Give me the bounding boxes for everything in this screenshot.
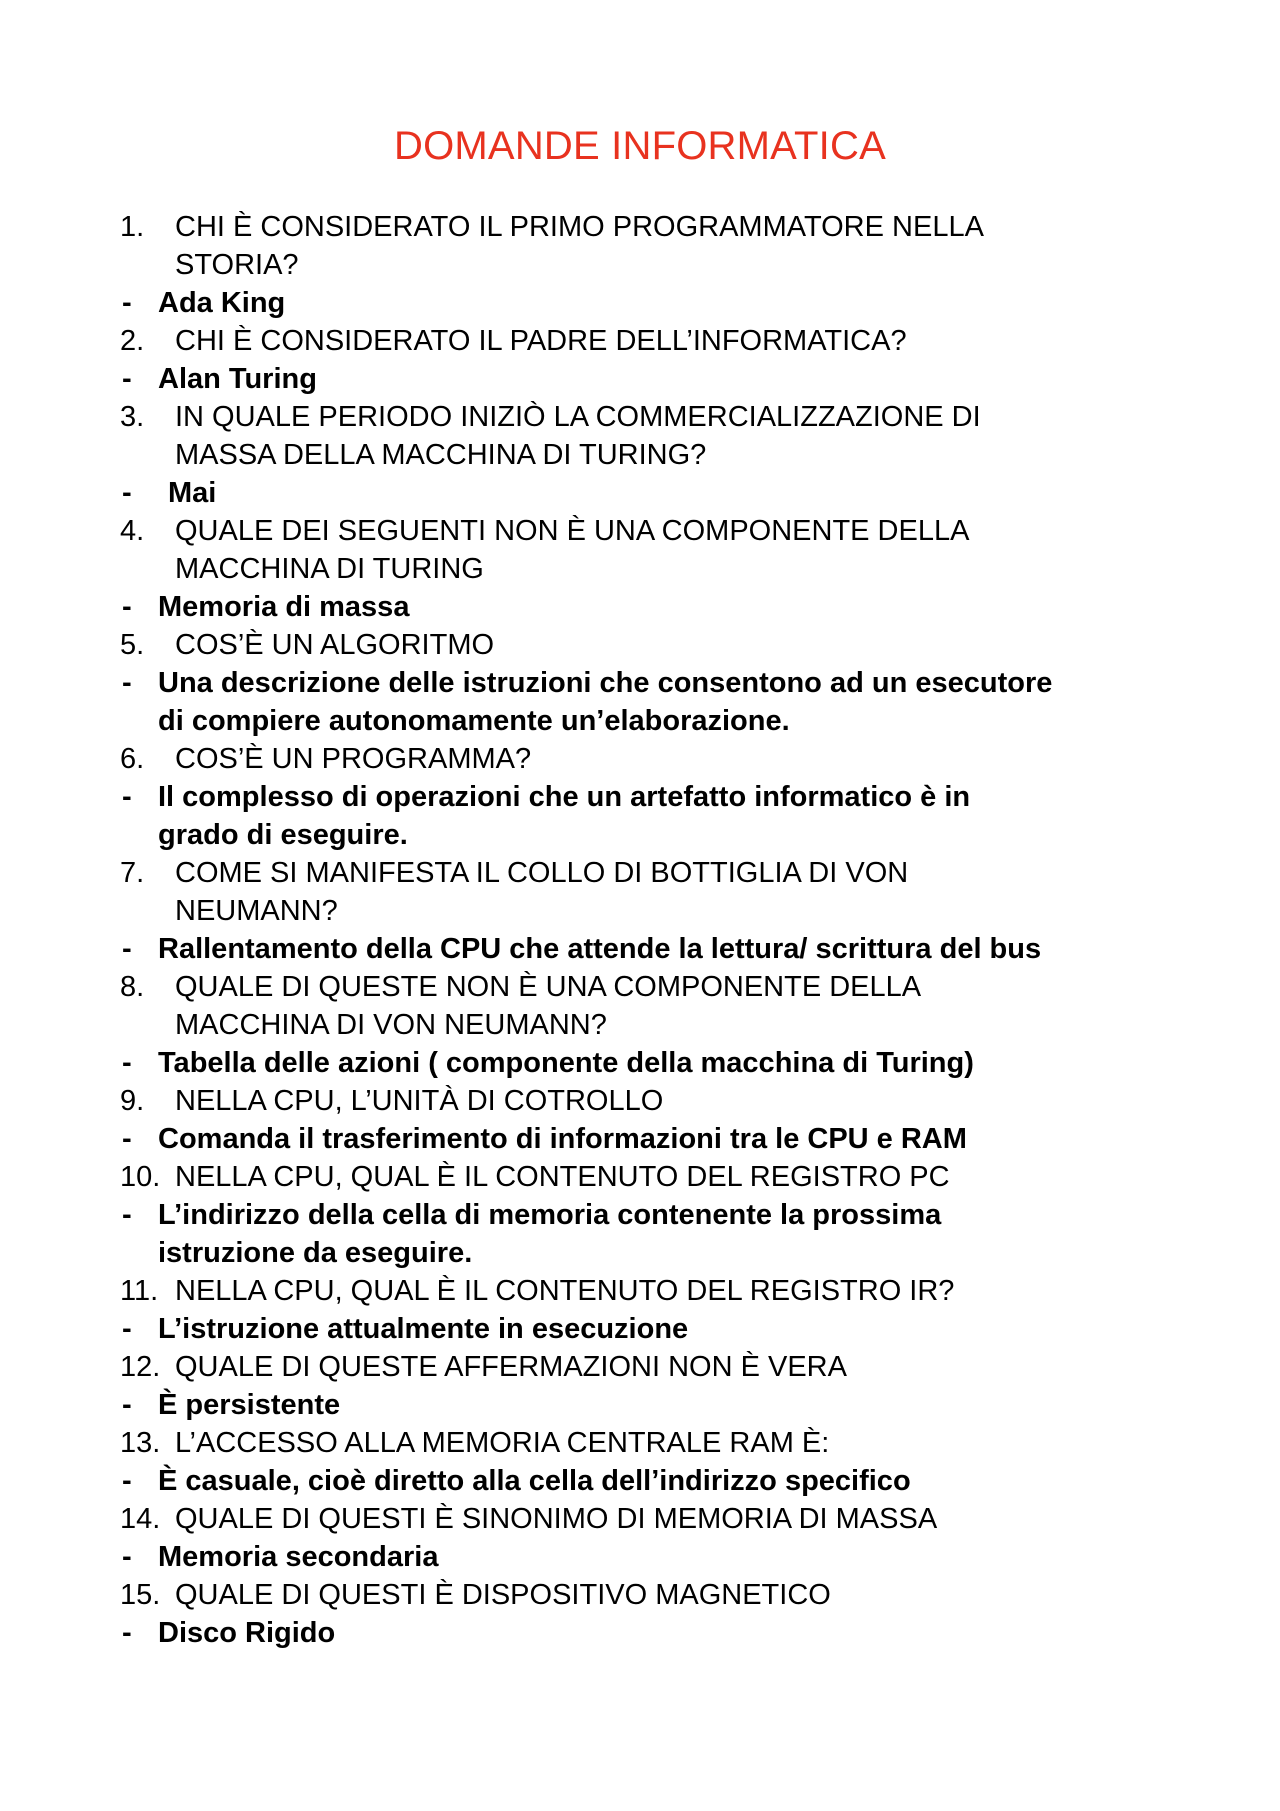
answer-bullet: - bbox=[122, 1047, 132, 1079]
answer-line bbox=[120, 360, 1180, 398]
question-text: MASSA DELLA MACCHINA DI TURING? bbox=[175, 439, 707, 471]
question-text: QUALE DI QUESTE AFFERMAZIONI NON È VERA bbox=[175, 1351, 847, 1383]
answer-line bbox=[120, 1614, 1180, 1652]
answer-text: L’indirizzo della cella di memoria contenente la prossima bbox=[158, 1199, 942, 1231]
answer-bullet: - bbox=[122, 1465, 132, 1497]
answer-text: Il complesso di operazioni che un artefatto informatico è in bbox=[158, 781, 971, 813]
question-text: MACCHINA DI TURING bbox=[175, 553, 484, 585]
answer-line bbox=[120, 1196, 1180, 1234]
answer-bullet: - bbox=[122, 933, 132, 965]
question-number: 4. bbox=[120, 515, 145, 547]
answer-bullet: - bbox=[122, 1313, 132, 1345]
question-line bbox=[120, 1158, 1180, 1196]
question-number: 13. bbox=[120, 1427, 161, 1459]
question-number: 6. bbox=[120, 743, 145, 775]
answer-line bbox=[120, 778, 1180, 816]
question-text: QUALE DI QUESTE NON È UNA COMPONENTE DELLA bbox=[175, 971, 922, 1003]
answer-text: grado di eseguire. bbox=[158, 819, 408, 851]
answer-line bbox=[120, 1310, 1180, 1348]
question-text: COS’È UN PROGRAMMA? bbox=[175, 743, 532, 775]
question-line bbox=[120, 1576, 1180, 1614]
question-number: 12. bbox=[120, 1351, 161, 1383]
question-continuation-line bbox=[120, 892, 1180, 930]
answer-bullet: - bbox=[122, 781, 132, 813]
answer-text: Comanda il trasferimento di informazioni tra le CPU e RAM bbox=[158, 1123, 967, 1155]
question-number: 7. bbox=[120, 857, 145, 889]
question-text: COME SI MANIFESTA IL COLLO DI BOTTIGLIA DI VON bbox=[175, 857, 909, 889]
answer-bullet: - bbox=[122, 1617, 132, 1649]
question-line bbox=[120, 626, 1180, 664]
question-line bbox=[120, 1348, 1180, 1386]
answer-line bbox=[120, 474, 1180, 512]
answer-text: Rallentamento della CPU che attende la lettura/ scrittura del bus bbox=[158, 933, 1042, 965]
question-number: 2. bbox=[120, 325, 145, 357]
answer-text: Memoria di massa bbox=[158, 591, 410, 623]
answer-continuation-line bbox=[120, 816, 1180, 854]
question-line bbox=[120, 740, 1180, 778]
answer-bullet: - bbox=[122, 363, 132, 395]
question-number: 15. bbox=[120, 1579, 161, 1611]
question-text: NELLA CPU, L’UNITÀ DI COTROLLO bbox=[175, 1085, 664, 1117]
question-text: CHI È CONSIDERATO IL PADRE DELL’INFORMATICA? bbox=[175, 325, 907, 357]
answer-text: Tabella delle azioni ( componente della macchina di Turing) bbox=[158, 1047, 974, 1079]
answer-bullet: - bbox=[122, 477, 132, 509]
answer-line bbox=[120, 1462, 1180, 1500]
question-text: NELLA CPU, QUAL È IL CONTENUTO DEL REGISTRO PC bbox=[175, 1161, 950, 1193]
question-continuation-line bbox=[120, 436, 1180, 474]
question-line bbox=[120, 854, 1180, 892]
question-number: 10. bbox=[120, 1161, 161, 1193]
answer-bullet: - bbox=[122, 1123, 132, 1155]
answer-line bbox=[120, 664, 1180, 702]
question-line bbox=[120, 322, 1180, 360]
question-text: NEUMANN? bbox=[175, 895, 338, 927]
answer-continuation-line bbox=[120, 1234, 1180, 1272]
question-continuation-line bbox=[120, 246, 1180, 284]
question-text: L’ACCESSO ALLA MEMORIA CENTRALE RAM È: bbox=[175, 1427, 830, 1459]
answer-bullet: - bbox=[122, 1541, 132, 1573]
answer-line bbox=[120, 284, 1180, 322]
question-line bbox=[120, 1272, 1180, 1310]
answer-text: istruzione da eseguire. bbox=[158, 1237, 473, 1269]
answer-text: Memoria secondaria bbox=[158, 1541, 439, 1573]
answer-line bbox=[120, 930, 1180, 968]
question-number: 9. bbox=[120, 1085, 145, 1117]
question-line bbox=[120, 1500, 1180, 1538]
answer-line bbox=[120, 588, 1180, 626]
answer-text: Mai bbox=[168, 477, 217, 509]
answer-text: Una descrizione delle istruzioni che consentono ad un esecutore bbox=[158, 667, 1053, 699]
answer-continuation-line bbox=[120, 702, 1180, 740]
answer-text: Disco Rigido bbox=[158, 1617, 336, 1649]
question-continuation-line bbox=[120, 550, 1180, 588]
answer-bullet: - bbox=[122, 287, 132, 319]
question-text: COS’È UN ALGORITMO bbox=[175, 629, 495, 661]
answer-line bbox=[120, 1538, 1180, 1576]
answer-bullet: - bbox=[122, 1389, 132, 1421]
question-line bbox=[120, 968, 1180, 1006]
question-text: CHI È CONSIDERATO IL PRIMO PROGRAMMATORE NELLA bbox=[175, 211, 984, 243]
answer-text: È casuale, cioè diretto alla cella dell’indirizzo specifico bbox=[158, 1465, 911, 1497]
page-title: DOMANDE INFORMATICA bbox=[394, 124, 886, 168]
question-text: QUALE DI QUESTI È DISPOSITIVO MAGNETICO bbox=[175, 1579, 831, 1611]
question-line bbox=[120, 512, 1180, 550]
answer-line bbox=[120, 1386, 1180, 1424]
answer-text: di compiere autonomamente un’elaborazione. bbox=[158, 705, 790, 737]
question-line bbox=[120, 208, 1180, 246]
question-number: 1. bbox=[120, 211, 145, 243]
question-text: MACCHINA DI VON NEUMANN? bbox=[175, 1009, 607, 1041]
question-text: QUALE DI QUESTI È SINONIMO DI MEMORIA DI MASSA bbox=[175, 1503, 938, 1535]
answer-bullet: - bbox=[122, 667, 132, 699]
answer-text: Alan Turing bbox=[158, 363, 317, 395]
question-number: 8. bbox=[120, 971, 145, 1003]
question-number: 14. bbox=[120, 1503, 161, 1535]
answer-bullet: - bbox=[122, 591, 132, 623]
question-answer-list bbox=[120, 208, 1180, 1652]
answer-bullet: - bbox=[122, 1199, 132, 1231]
question-number: 3. bbox=[120, 401, 145, 433]
answer-text: È persistente bbox=[158, 1389, 341, 1421]
question-line bbox=[120, 1424, 1180, 1462]
answer-text: Ada King bbox=[158, 287, 286, 319]
question-line bbox=[120, 398, 1180, 436]
answer-line bbox=[120, 1120, 1180, 1158]
question-text: QUALE DEI SEGUENTI NON È UNA COMPONENTE DELLA bbox=[175, 515, 970, 547]
question-continuation-line bbox=[120, 1006, 1180, 1044]
question-text: STORIA? bbox=[175, 249, 299, 281]
question-text: IN QUALE PERIODO INIZIÒ LA COMMERCIALIZZAZIONE DI bbox=[175, 401, 981, 433]
question-number: 5. bbox=[120, 629, 145, 661]
question-text: NELLA CPU, QUAL È IL CONTENUTO DEL REGISTRO IR? bbox=[175, 1275, 955, 1307]
answer-text: L’istruzione attualmente in esecuzione bbox=[158, 1313, 689, 1345]
question-number: 11. bbox=[120, 1275, 159, 1307]
question-line bbox=[120, 1082, 1180, 1120]
answer-line bbox=[120, 1044, 1180, 1082]
